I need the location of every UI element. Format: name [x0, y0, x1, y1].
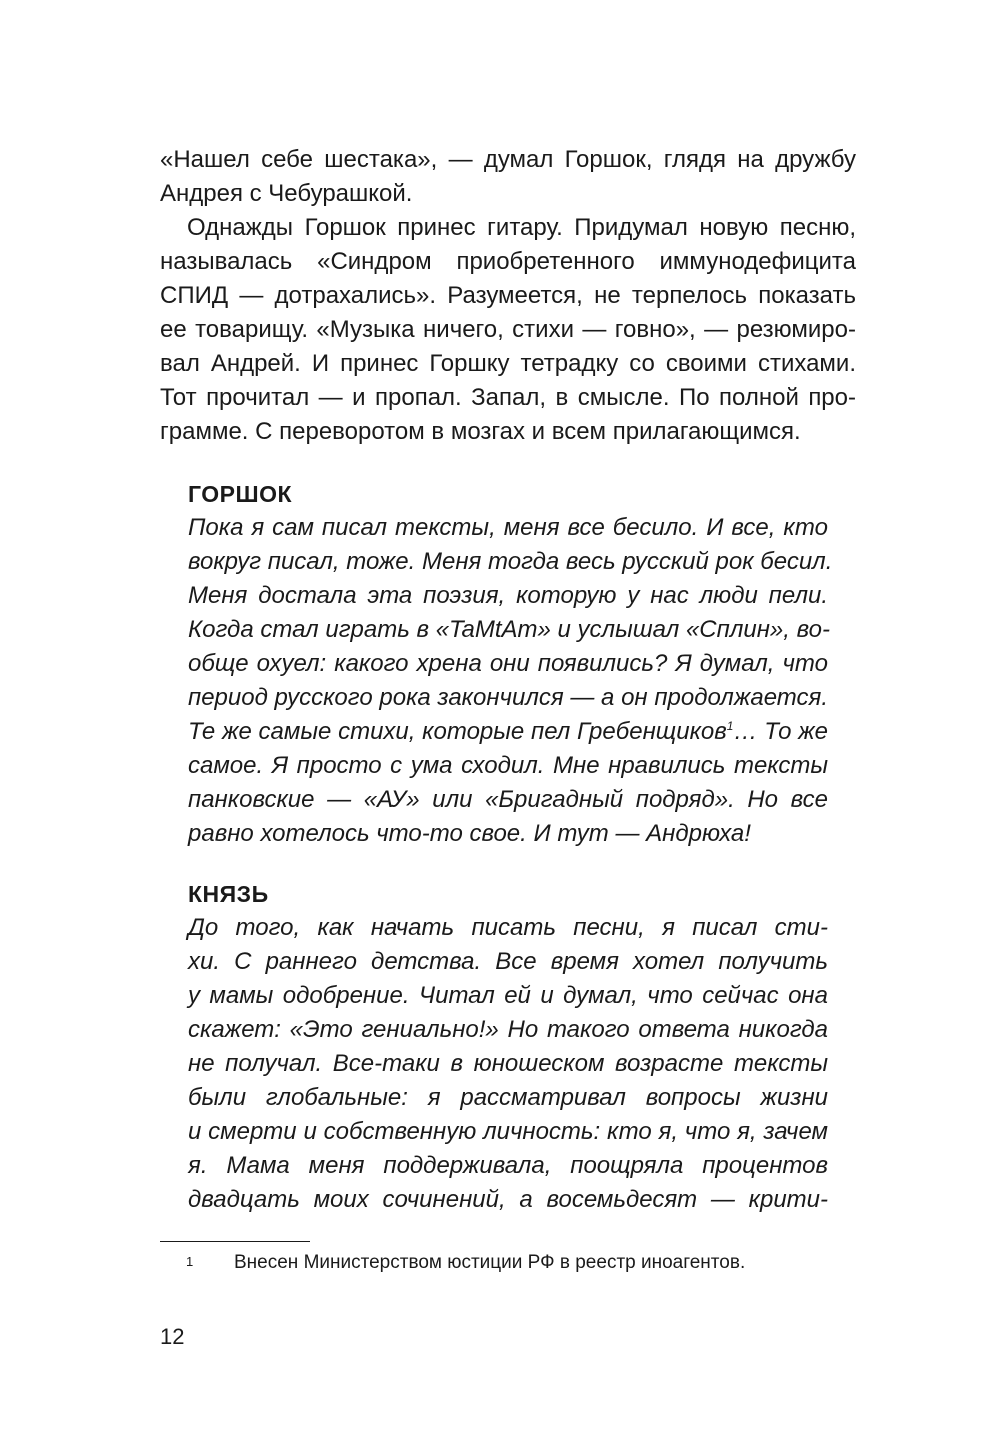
narrative-line: Однажды Горшок принес гитару. Придумал новую песню,: [187, 214, 856, 241]
narrative-line: «Нашел себе шестака», — думал Горшок, глядя на дружбу: [160, 146, 856, 173]
quote-line-tail: … То же: [733, 718, 829, 745]
quote-line: я. Мама меня поддерживала, поощряла процентов: [188, 1152, 828, 1179]
quote-line: двадцать моих сочинений, а восемьдесят — крити-: [188, 1186, 828, 1213]
speaker-heading-gorshok: ГОРШОК: [188, 481, 293, 507]
quote-line: Пока я сам писал тексты, меня все бесило. И все, кто: [188, 514, 828, 541]
footnote-reference[interactable]: 1: [726, 719, 734, 733]
quote-line: не получал. Все-таки в юношеском возрасте тексты: [188, 1050, 828, 1077]
narrative-line: грамме. С переворотом в мозгах и всем прилагающимся.: [160, 418, 801, 445]
quote-line: самое. Я просто с ума сходил. Мне нравились тексты: [188, 752, 828, 779]
quote-line-text: Те же самые стихи, которые пел Гребенщиков: [188, 718, 727, 745]
quote-line: обще охуел: какого хрена они появились? Я думал, что: [188, 650, 828, 677]
quote-line: [188, 715, 828, 749]
quote-line: До того, как начать писать песни, я писал сти-: [188, 914, 828, 941]
quote-line: период русского рока закончился — а он продолжается.: [188, 684, 828, 711]
quote-line: и смерти и собственную личность: кто я, что я, зачем: [188, 1118, 828, 1145]
speaker-heading-knyaz: КНЯЗЬ: [188, 881, 269, 907]
footnote-mark: 1: [186, 1254, 194, 1269]
narrative-line: Андрея с Чебурашкой.: [160, 180, 413, 207]
quote-line: Меня достала эта поэзия, которую у нас люди пели.: [188, 582, 828, 609]
narrative-line: называлась «Синдром приобретенного иммунодефицита: [160, 248, 856, 275]
narrative-line: СПИД — дотрахались». Разумеется, не терпелось показать: [160, 282, 856, 309]
quote-line: у мамы одобрение. Читал ей и думал, что сейчас она: [188, 982, 828, 1009]
quote-line: хи. С раннего детства. Все время хотел получить: [188, 948, 828, 975]
footnote-text: Внесен Министерством юстиции РФ в реестр иноагентов.: [234, 1252, 746, 1273]
footnote-divider: [160, 1241, 310, 1242]
page-number: 12: [160, 1324, 185, 1349]
narrative-line: вал Андрей. И принес Горшку тетрадку со своими стихами.: [160, 350, 856, 377]
quote-line: скажет: «Это гениально!» Но такого ответа никогда: [188, 1016, 828, 1043]
quote-line: равно хотелось что-то свое. И тут — Андрюха!: [188, 820, 751, 847]
narrative-line: ее товарищу. «Музыка ничего, стихи — говно», — резюмиро-: [160, 316, 856, 343]
quote-line: были глобальные: я рассматривал вопросы жизни: [188, 1084, 828, 1111]
narrative-line: Тот прочитал — и пропал. Запал, в смысле. По полной про-: [160, 384, 856, 411]
quote-line: вокруг писал, тоже. Меня тогда весь русский рок бесил.: [188, 548, 833, 575]
quote-line: Когда стал играть в «TaMtAm» и услышал «Сплин», во-: [188, 616, 830, 643]
quote-line: панковские — «АУ» или «Бригадный подряд». Но все: [188, 786, 828, 813]
